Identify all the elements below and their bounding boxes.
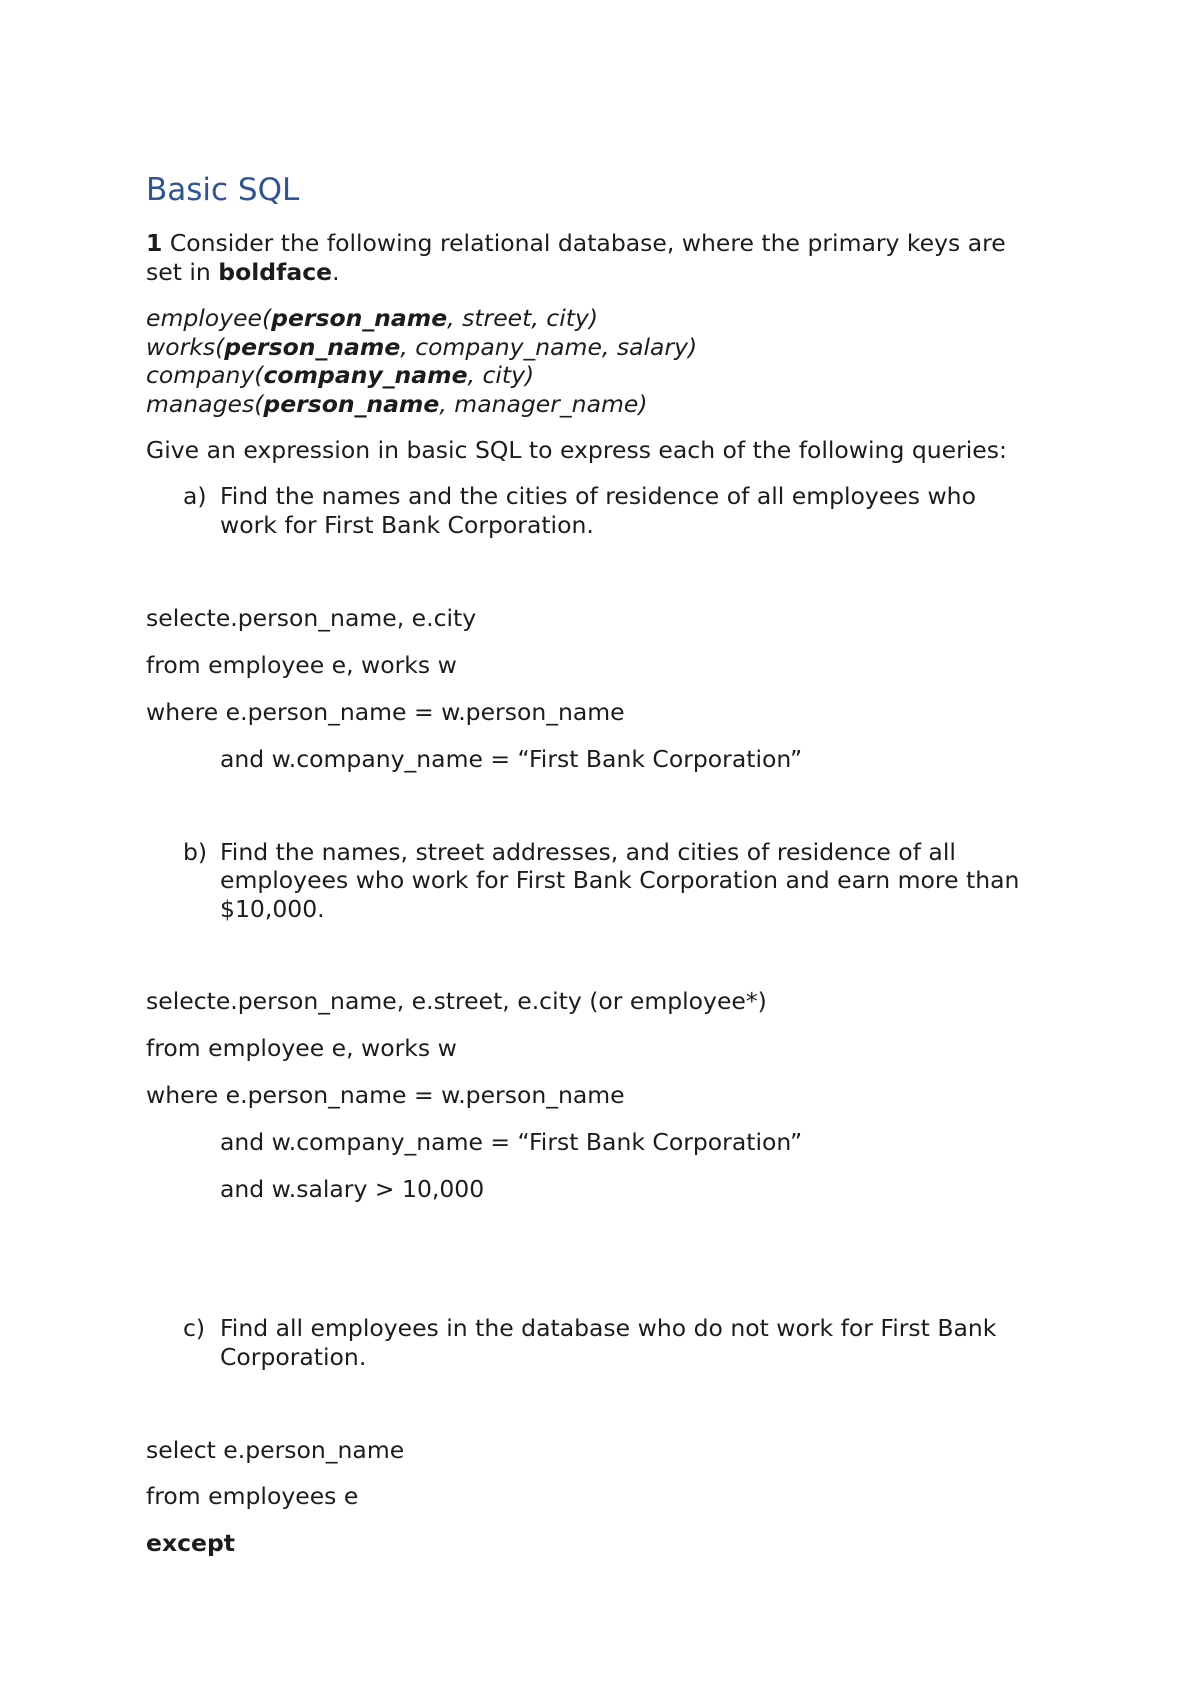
- intro-text-2: set in: [146, 258, 219, 286]
- sql-line: and w.salary > 10,000: [220, 1175, 485, 1203]
- schema-works: works(person_name, company_name, salary): [146, 333, 698, 361]
- instruction: Give an expression in basic SQL to express each of the following queries:: [146, 436, 1007, 464]
- question-a-line: Find the names and the cities of residence of all employees who: [220, 482, 976, 510]
- schema-company: company(company_name, city): [146, 361, 535, 389]
- sql-line: and w.company_name = “First Bank Corporation”: [220, 1128, 803, 1156]
- intro-period: .: [332, 258, 340, 286]
- question-b-label: b): [183, 838, 208, 866]
- boldface-word: boldface: [218, 258, 333, 286]
- sql-line: from employees e: [146, 1482, 359, 1510]
- sql-line: and w.company_name = “First Bank Corporation”: [220, 745, 803, 773]
- intro-line-2: [146, 258, 340, 286]
- primary-key: person_name: [271, 304, 448, 332]
- question-c-label: c): [183, 1314, 206, 1342]
- page-title: Basic SQL: [146, 172, 300, 208]
- question-b-line: employees who work for First Bank Corporation and earn more than: [220, 866, 1020, 894]
- question-b-line: Find the names, street addresses, and cities of residence of all: [220, 838, 956, 866]
- schema-employee: employee(person_name, street, city): [146, 304, 599, 332]
- sql-line: from employee e, works w: [146, 651, 457, 679]
- sql-line: where e.person_name = w.person_name: [146, 698, 625, 726]
- question-a-label: a): [183, 482, 207, 510]
- question-c-line: Find all employees in the database who do not work for First Bank: [220, 1314, 997, 1342]
- sql-line: from employee e, works w: [146, 1034, 457, 1062]
- schema-manages: manages(person_name, manager_name): [146, 390, 648, 418]
- sql-line: selecte.person_name, e.city: [146, 604, 477, 632]
- primary-key: person_name: [263, 390, 440, 418]
- question-number: 1: [146, 229, 163, 257]
- question-b-line: $10,000.: [220, 895, 325, 923]
- primary-key: company_name: [263, 361, 468, 389]
- intro-text: Consider the following relational database, where the primary keys are: [162, 229, 1006, 257]
- sql-line: select e.person_name: [146, 1436, 405, 1464]
- sql-line: where e.person_name = w.person_name: [146, 1081, 625, 1109]
- primary-key: person_name: [224, 333, 401, 361]
- sql-line: selecte.person_name, e.street, e.city (or employee*): [146, 987, 767, 1015]
- question-a-line: work for First Bank Corporation.: [220, 511, 594, 539]
- intro-line-1: [146, 229, 1006, 257]
- question-c-line: Corporation.: [220, 1343, 367, 1371]
- sql-line-except: except: [146, 1529, 236, 1557]
